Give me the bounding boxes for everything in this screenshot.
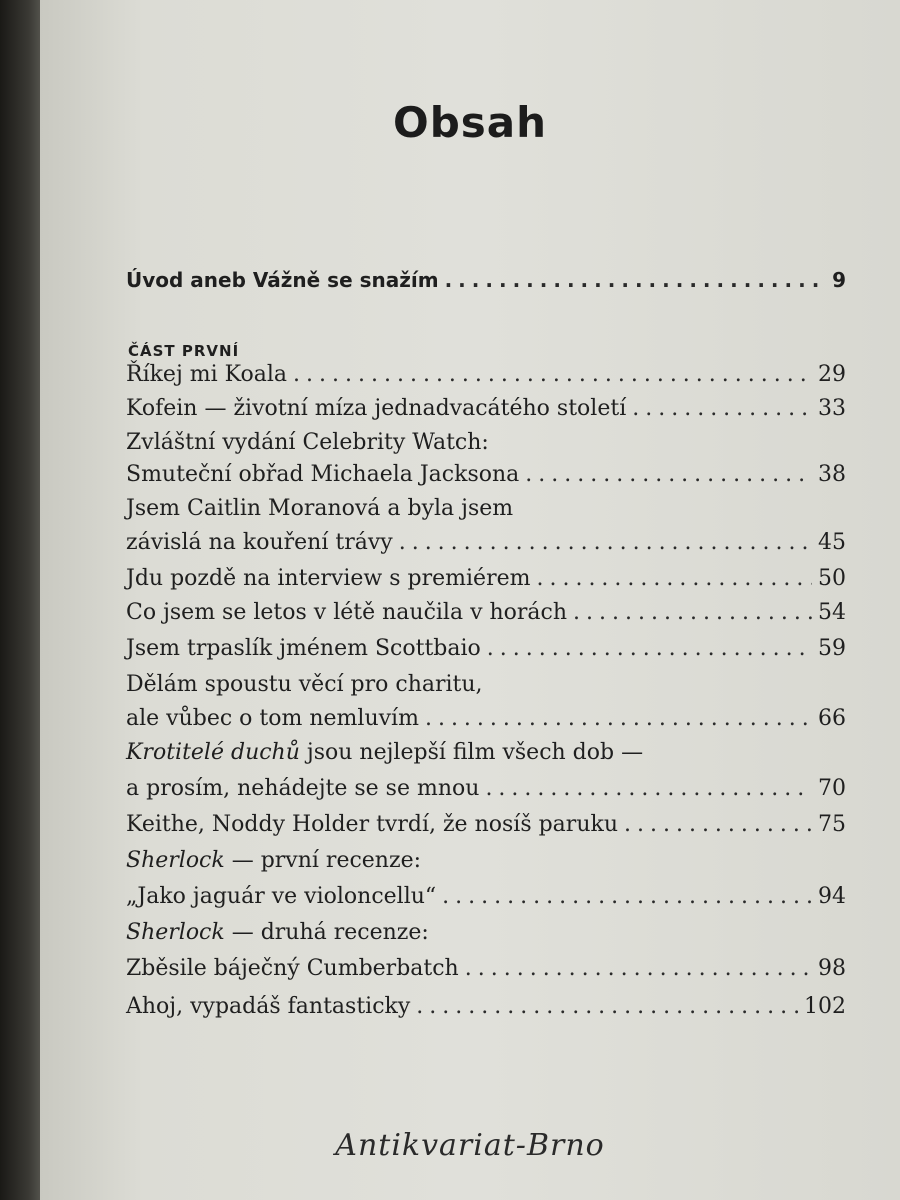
toc-entry-page: 102 — [804, 994, 846, 1019]
dot-leader — [442, 884, 812, 909]
toc-entry — [126, 706, 846, 740]
toc-entry-page: 70 — [818, 776, 846, 801]
dot-leader — [416, 994, 798, 1019]
book-page — [40, 0, 900, 1200]
toc-entry-title: Keithe, Noddy Holder tvrdí, že nosíš paruku — [126, 812, 618, 837]
toc-entry-line: Jsem Caitlin Moranová a byla jsem — [126, 496, 514, 521]
toc-entry — [126, 884, 846, 918]
dot-leader — [445, 268, 827, 292]
toc-entry — [126, 994, 846, 1028]
toc-entry-page: 38 — [818, 462, 846, 487]
toc-entry — [126, 636, 846, 670]
toc-entry-page: 75 — [818, 812, 846, 837]
page-title: Obsah — [392, 98, 547, 147]
toc-entry-page: 59 — [818, 636, 846, 661]
toc-entry-title: a prosím, nehádejte se se mnou — [126, 776, 480, 801]
toc-entry-page: 98 — [818, 956, 846, 981]
toc-entry-title: Jdu pozdě na interview s premiérem — [126, 566, 531, 591]
toc-entry — [126, 600, 846, 634]
toc-entry-page: 94 — [818, 884, 846, 909]
toc-entry-line — [126, 740, 643, 765]
antiquariat-stamp: Antikvariat-Brno — [335, 1128, 605, 1163]
toc-entry-intro — [126, 268, 846, 302]
toc-entry-title: Zběsile báječný Cumberbatch — [126, 956, 459, 981]
toc-entry-page: 33 — [818, 396, 846, 421]
table-of-contents — [40, 0, 900, 1200]
toc-entry-title: Ahoj, vypadáš fantasticky — [126, 994, 411, 1019]
dot-leader — [485, 776, 812, 801]
toc-entry — [126, 776, 846, 810]
toc-entry-page: 54 — [818, 600, 846, 625]
toc-entry-line — [126, 920, 429, 945]
toc-entry-page: 45 — [818, 530, 846, 555]
dot-leader — [632, 396, 812, 421]
toc-entry-line: Dělám spoustu věcí pro charitu, — [126, 672, 483, 697]
toc-entry-title: Říkej mi Koala — [126, 362, 288, 387]
toc-entry-title: „Jako jaguár ve violoncellu“ — [126, 884, 437, 909]
toc-entry-title: závislá na kouření trávy — [126, 530, 393, 555]
toc-entry — [126, 462, 846, 496]
toc-entry — [126, 566, 846, 600]
toc-entry — [126, 956, 846, 990]
dot-leader — [573, 600, 812, 625]
dot-leader — [465, 956, 812, 981]
toc-entry-line — [126, 848, 421, 873]
toc-entry-line: Zvláštní vydání Celebrity Watch: — [126, 430, 489, 455]
toc-entry — [126, 362, 846, 396]
dot-leader — [293, 362, 812, 387]
toc-entry-line-rest: jsou nejlepší film všech dob — — [299, 740, 644, 765]
dot-leader — [536, 566, 812, 591]
toc-entry-title: Smuteční obřad Michaela Jacksona — [126, 462, 520, 487]
toc-entry-line-rest: — první recenze: — [224, 848, 421, 873]
section-label: ČÁST PRVNÍ — [128, 342, 240, 360]
toc-entry-page: 9 — [832, 268, 846, 292]
toc-entry-title: Kofein — životní míza jednadvacátého století — [126, 396, 627, 421]
dot-leader — [624, 812, 812, 837]
film-title: Krotitelé duchů — [126, 740, 300, 765]
show-title: Sherlock — [126, 920, 225, 945]
dot-leader — [525, 462, 812, 487]
toc-entry-line-rest: — druhá recenze: — [224, 920, 429, 945]
toc-entry — [126, 396, 846, 430]
show-title: Sherlock — [126, 848, 225, 873]
toc-entry-title: Co jsem se letos v létě naučila v horách — [126, 600, 568, 625]
toc-entry-title: Úvod aneb Vážně se snažím — [126, 268, 439, 292]
toc-entry-title: Jsem trpaslík jménem Scottbaio — [126, 636, 481, 661]
toc-entry-page: 50 — [818, 566, 846, 591]
toc-entry-title: ale vůbec o tom nemluvím — [126, 706, 419, 731]
toc-entry-page: 66 — [818, 706, 846, 731]
dot-leader — [399, 530, 812, 555]
dot-leader — [425, 706, 812, 731]
dot-leader — [487, 636, 812, 661]
toc-entry-page: 29 — [818, 362, 846, 387]
toc-entry — [126, 812, 846, 846]
toc-entry — [126, 530, 846, 564]
